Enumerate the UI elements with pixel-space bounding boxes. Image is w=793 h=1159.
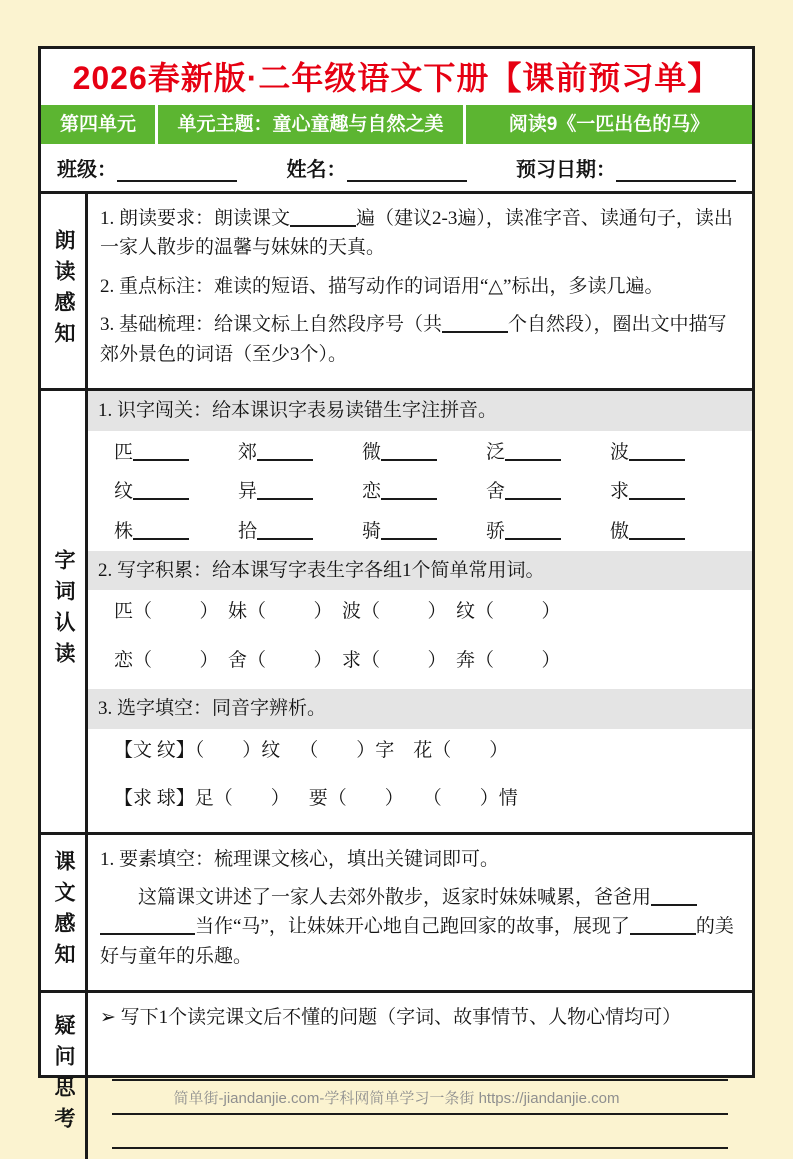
- worksheet-table: [41, 194, 752, 1159]
- keyword-blank[interactable]: [651, 886, 697, 906]
- character: 匹: [114, 441, 134, 463]
- pinyin-blank[interactable]: [505, 520, 561, 540]
- section-row-text-sense: [41, 835, 752, 994]
- pinyin-blank[interactable]: [505, 480, 561, 500]
- summary-paragraph: [100, 883, 740, 971]
- homophone-row[interactable]: 【文 纹】（ ）纹 （ ）字 花（ ）: [114, 739, 509, 761]
- character: 纹: [114, 481, 134, 503]
- pinyin-item: [610, 477, 734, 506]
- section-label-text: 字词认读: [52, 549, 75, 674]
- pinyin-item: [114, 438, 238, 467]
- student-info-row: [41, 144, 752, 194]
- section-row-reading-sense: [41, 194, 752, 391]
- section-label-words: [41, 391, 88, 831]
- character: 舍: [486, 481, 506, 503]
- pinyin-blank[interactable]: [133, 520, 189, 540]
- pinyin-blank[interactable]: [257, 441, 313, 461]
- character: 傲: [610, 520, 630, 542]
- text-sense-content: [88, 835, 752, 991]
- homophone-task-title: 3. 选字填空：同音字辨析。: [88, 689, 752, 728]
- annotation-item: 2. 重点标注：难读的短语、描写动作的词语用“△”标出，多读几遍。: [100, 275, 664, 297]
- words-content: [88, 391, 752, 831]
- summary-text: 这篇课文讲述了一家人去郊外散步，返家时妹妹喊累，爸爸用: [138, 887, 652, 908]
- character: 波: [610, 441, 630, 463]
- section-row-words: [41, 391, 752, 834]
- pinyin-item: [114, 517, 238, 546]
- answer-line-1[interactable]: [112, 1047, 728, 1081]
- pinyin-item: [610, 438, 734, 467]
- pinyin-item: [238, 438, 362, 467]
- section-label-text: 疑问思考: [52, 1014, 75, 1139]
- literacy-task-title: 1. 识字闯关：给本课识字表易读错生字注拼音。: [88, 391, 752, 430]
- paragraph-count-blank[interactable]: [442, 313, 508, 333]
- homophone-row[interactable]: 【求 球】足（ ） 要（ ） （ ）情: [114, 788, 518, 810]
- reading-sense-content: [88, 194, 752, 388]
- pinyin-blank[interactable]: [629, 441, 685, 461]
- name-label: 姓名：: [286, 159, 347, 181]
- section-label-text: 朗读感知: [52, 229, 75, 354]
- pinyin-item: [486, 477, 610, 506]
- answer-line-3[interactable]: [112, 1115, 728, 1149]
- pinyin-item: [362, 517, 486, 546]
- section-row-questions: [41, 993, 752, 1158]
- item-text: 3. 基础梳理：给课文标上自然段序号（共: [100, 314, 443, 336]
- reading-title-label: 阅读9《一匹出色的马》: [466, 105, 752, 144]
- structure-item: [100, 310, 740, 369]
- pinyin-row: [88, 512, 752, 551]
- character: 骑: [362, 520, 382, 542]
- character: 骄: [486, 520, 506, 542]
- pinyin-item: [238, 477, 362, 506]
- pinyin-item: [486, 438, 610, 467]
- unit-header-bar: [41, 105, 752, 144]
- summary-text: 当作“马”，让妹妹开心地自己跑回家的故事，展现了: [195, 916, 630, 938]
- character: 泛: [486, 441, 506, 463]
- pinyin-item: [486, 517, 610, 546]
- page-title: 2026春新版·二年级语文下册【课前预习单】: [72, 60, 721, 96]
- pinyin-blank[interactable]: [133, 441, 189, 461]
- section-label-questions: [41, 993, 88, 1158]
- class-blank[interactable]: [117, 161, 237, 182]
- pinyin-blank[interactable]: [629, 520, 685, 540]
- class-label: 班级：: [57, 159, 117, 181]
- summary-text: 的美好与童年的乐趣。: [100, 916, 734, 967]
- word-group-row[interactable]: 恋（ ） 舍（ ） 求（ ） 奔（ ）: [114, 649, 561, 671]
- pinyin-blank[interactable]: [381, 520, 437, 540]
- pinyin-row: [88, 433, 752, 472]
- date-label: 预习日期：: [516, 159, 616, 181]
- item-text: 遍（建议2-3遍），读准字音、读通句子，读出一家人散步的温馨与妹妹的天真。: [100, 208, 733, 259]
- date-blank[interactable]: [616, 161, 736, 182]
- word-group-row[interactable]: 匹（ ） 妹（ ） 波（ ） 纹（ ）: [114, 601, 561, 623]
- pinyin-item: [362, 477, 486, 506]
- pinyin-blank[interactable]: [629, 480, 685, 500]
- keyword-blank[interactable]: [100, 916, 195, 936]
- pinyin-blank[interactable]: [381, 480, 437, 500]
- pinyin-item: [114, 477, 238, 506]
- character: 恋: [362, 481, 382, 503]
- class-field: [57, 153, 237, 182]
- site-footer: 简单街-jiandanjie.com-学科网简单学习一条街 https://jiandanjie.com: [173, 1090, 620, 1107]
- character: 郊: [238, 441, 258, 463]
- pinyin-blank[interactable]: [257, 520, 313, 540]
- name-field: [287, 153, 467, 182]
- character: 微: [362, 441, 382, 463]
- character: 株: [114, 520, 134, 542]
- item-text: 个自然段），圈出文中描写郊外景色的词语（至少3个）。: [100, 314, 727, 365]
- pinyin-blank[interactable]: [381, 441, 437, 461]
- character: 拾: [238, 520, 258, 542]
- questions-content: [88, 993, 752, 1158]
- keyword-blank[interactable]: [630, 916, 696, 936]
- writing-task-title: 2. 写字积累：给本课写字表生字各组1个简单常用词。: [88, 551, 752, 590]
- pinyin-blank[interactable]: [133, 480, 189, 500]
- pinyin-item: [610, 517, 734, 546]
- pinyin-item: [362, 438, 486, 467]
- reading-requirement-item: [100, 204, 740, 263]
- item-text: 1. 朗读要求：朗读课文: [100, 208, 291, 229]
- read-times-blank[interactable]: [290, 207, 356, 227]
- unit-label: 第四单元: [41, 105, 155, 144]
- character: 异: [238, 481, 258, 503]
- pinyin-blank[interactable]: [257, 480, 313, 500]
- pinyin-row: [88, 472, 752, 511]
- date-field: [516, 153, 736, 182]
- question-prompt: ➢ 写下1个读完课文后不懂的问题（字词、故事情节、人物心情均可）: [100, 1007, 682, 1029]
- name-blank[interactable]: [347, 161, 467, 182]
- unit-theme-label: 单元主题：童心童趣与自然之美: [158, 105, 463, 144]
- pinyin-item: [238, 517, 362, 546]
- summary-task-title: 1. 要素填空：梳理课文核心，填出关键词即可。: [100, 848, 500, 870]
- section-label-text: 课文感知: [52, 850, 75, 975]
- pinyin-blank[interactable]: [505, 441, 561, 461]
- character: 求: [610, 481, 630, 503]
- section-label-text-sense: [41, 835, 88, 991]
- section-label-reading-sense: [41, 194, 88, 388]
